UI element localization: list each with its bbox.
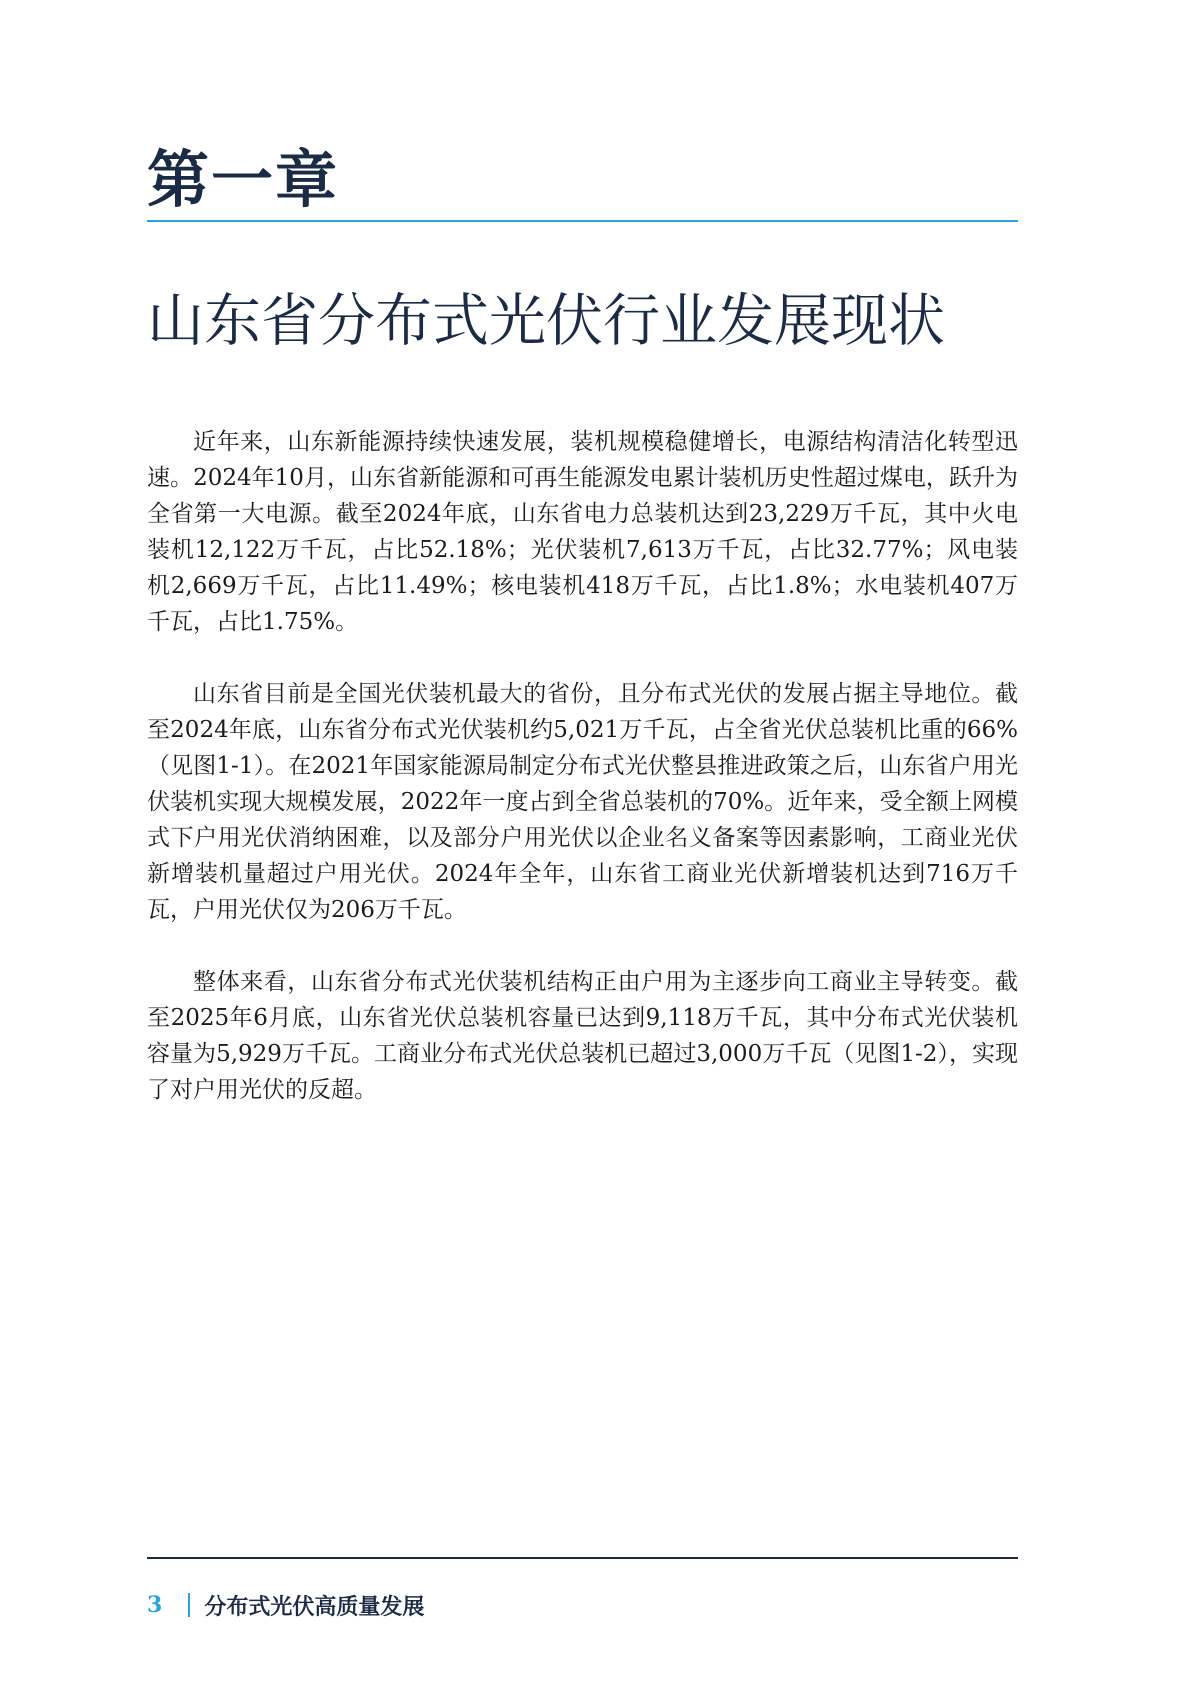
footer-divider (147, 1557, 1018, 1559)
chapter-title: 山东省分布式光伏行业发展现状 (147, 288, 945, 354)
page-number: 3 (147, 1592, 163, 1618)
footer-separator (188, 1593, 190, 1617)
body-text (147, 424, 1018, 1144)
page-footer (147, 1590, 424, 1620)
chapter-divider (147, 220, 1018, 222)
chapter-label: 第一章 (147, 143, 340, 216)
paragraph-3: 整体来看，山东省分布式光伏装机结构正由户用为主逐步向工商业主导转变。截至2025年6月底，山东省光伏总装机容量已达到9,118万千瓦，其中分布式光伏装机容量为5,929万千瓦。工商业分布式光伏总装机已超过3,000万千瓦（见图1-2），实现了对户用光伏的反超。 (147, 969, 1018, 1103)
paragraph-1: 近年来，山东新能源持续快速发展，装机规模稳健增长，电源结构清洁化转型迅速。2024年10月，山东省新能源和可再生能源发电累计装机历史性超过煤电，跃升为全省第一大电源。截至2024年底，山东省电力总装机达到23,229万千瓦，其中火电装机12,122万千瓦，占比52.18%；光伏装机7,613万千瓦，占比32.77%；风电装机2,669万千瓦，占比11.49%；核电装机418万千瓦，占比1.8%；水电装机407万千瓦，占比1.75%。 (147, 429, 1018, 635)
paragraph-2: 山东省目前是全国光伏装机最大的省份，且分布式光伏的发展占据主导地位。截至2024年底，山东省分布式光伏装机约5,021万千瓦，占全省光伏总装机比重的66%（见图1-1）。在2021年国家能源局制定分布式光伏整县推进政策之后，山东省户用光伏装机实现大规模发展，2022年一度占到全省总装机的70%。近年来，受全额上网模式下户用光伏消纳困难，以及部分户用光伏以企业名义备案等因素影响，工商业光伏新增装机量超过户用光伏。2024年全年，山东省工商业光伏新增装机达到716万千瓦，户用光伏仅为206万千瓦。 (147, 681, 1018, 923)
publication-title: 分布式光伏高质量发展 (204, 1594, 425, 1620)
